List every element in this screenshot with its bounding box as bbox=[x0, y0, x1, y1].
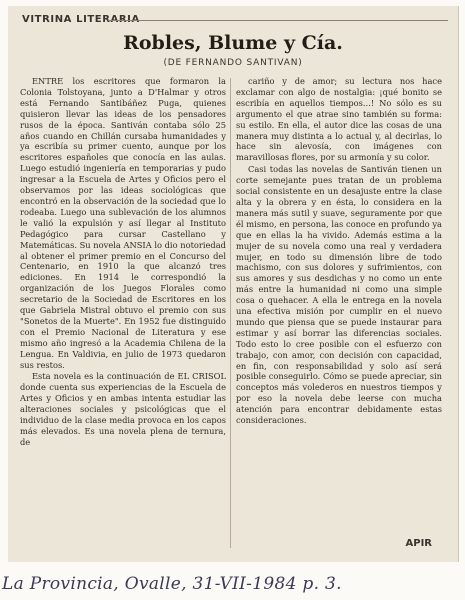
article-headline: Robles, Blume y Cía. bbox=[123, 32, 343, 54]
section-tag: VITRINA LITERARIA bbox=[22, 14, 140, 25]
article-column-right bbox=[236, 76, 442, 427]
handwritten-source-note: La Provincia, Ovalle, 31-VII-1984 p. 3. bbox=[2, 574, 342, 594]
article-paragraph: ENTRE los escritores que formaron la Colonia Tolstoyana, junto a D'Halmar y otros está Fernando Santibáñez Puga, quienes quisieron llevar las ideas de los pensadores rusos de la época. Santiván contaba sólo 25 años cuando en Chillán cursaba humanidades y ya escribía su primer cuento, aunque por los escritores españoles que conocía en las aulas. Luego estudió ingeniería en temporarias y pudo ingresar a la Escuela de Artes y Oficios pero el observamos por las ideas sociológicas que encontró en la observación de la sociedad que lo rodeaba. Luego una sublevación de los alumnos le valió la expulsión y así llegar al Instituto Pedagógico para cursar Castellano y Matemáticas. Su novela ANSIA lo dio notoriedad al obtener el primer premio en el Concurso del Centenario, en 1910 la que alcanzó tres ediciones. En 1914 le correspondió la organización de los Juegos Florales como secretario de la Sociedad de Escritores en los que Gabriela Mistral obtuvo el premio con sus "Sonetos de la Muerte". En 1952 fue distinguido con el Premio Nacional de Literatura y ese mismo año ingresó a la Academia Chilena de la Lengua. En Valdivia, en julio de 1973 quedaron sus restos. bbox=[20, 76, 226, 370]
column-divider bbox=[230, 78, 231, 548]
header-rule bbox=[108, 20, 448, 21]
author-signature: APIR bbox=[405, 538, 432, 549]
article-paragraph: Casi todas las novelas de Santiván tienen un corte semejante pues tratan de un problema social consistente en un desajuste entre la clase alta y la obrera y en ésta, lo considera en la manera más sutil y suave, seguramente por que él mismo, en persona, las conoce en profundo ya que en ellas la ha vivido. Además estima a la mujer de su novela como una real y verdadera mujer, en todo su dimensión libre de todo machismo, con sus dolores y sufrimientos, con sus amores y sus desdichas y no como un ente más entre la humanidad ni como una simple cosa o quehacer. A ella le entrega en la novela una efectiva misión por cumplir en el nuevo mundo que piensa que se puede instaurar para estimar y así borrar las diferencias sociales. Todo esto lo cree posible con el esfuerzo con trabajo, con amor, con decisión con capacidad, en fin, con responsabilidad y solo así será posible conseguirlo. Cómo se puede apreciar, sin conceptos más volederos en nuestros tiempos y por eso la novela debe leerse con mucha atención para encontrar debidamente estas consideraciones. bbox=[236, 164, 442, 426]
article-column-left bbox=[20, 76, 226, 449]
newspaper-clipping bbox=[8, 6, 459, 562]
article-paragraph: cariño y de amor; su lectura nos hace exclamar con algo de nostalgia: ¡qué bonito se escribía en aquellos tiempos...! No sólo es su argumento el que atrae sino también su forma: su estilo. En ella, el autor dice las cosas de una manera muy distinta a lo actual y, al decirlas, lo hace sin alevosía, con imágenes con maravillosas flores, por su armonía y su color. bbox=[236, 76, 442, 163]
article-byline: (DE FERNANDO SANTIVAN) bbox=[163, 58, 303, 68]
article-paragraph: Esta novela es la continuación de EL CRISOL donde cuenta sus experiencias de la Escuela de Artes y Oficios y en ambas intenta estudiar las alteraciones sociales y psicológicas que el individuo de la clase media provoca en los capos más elevados. Es una novela plena de ternura, de bbox=[20, 371, 226, 447]
